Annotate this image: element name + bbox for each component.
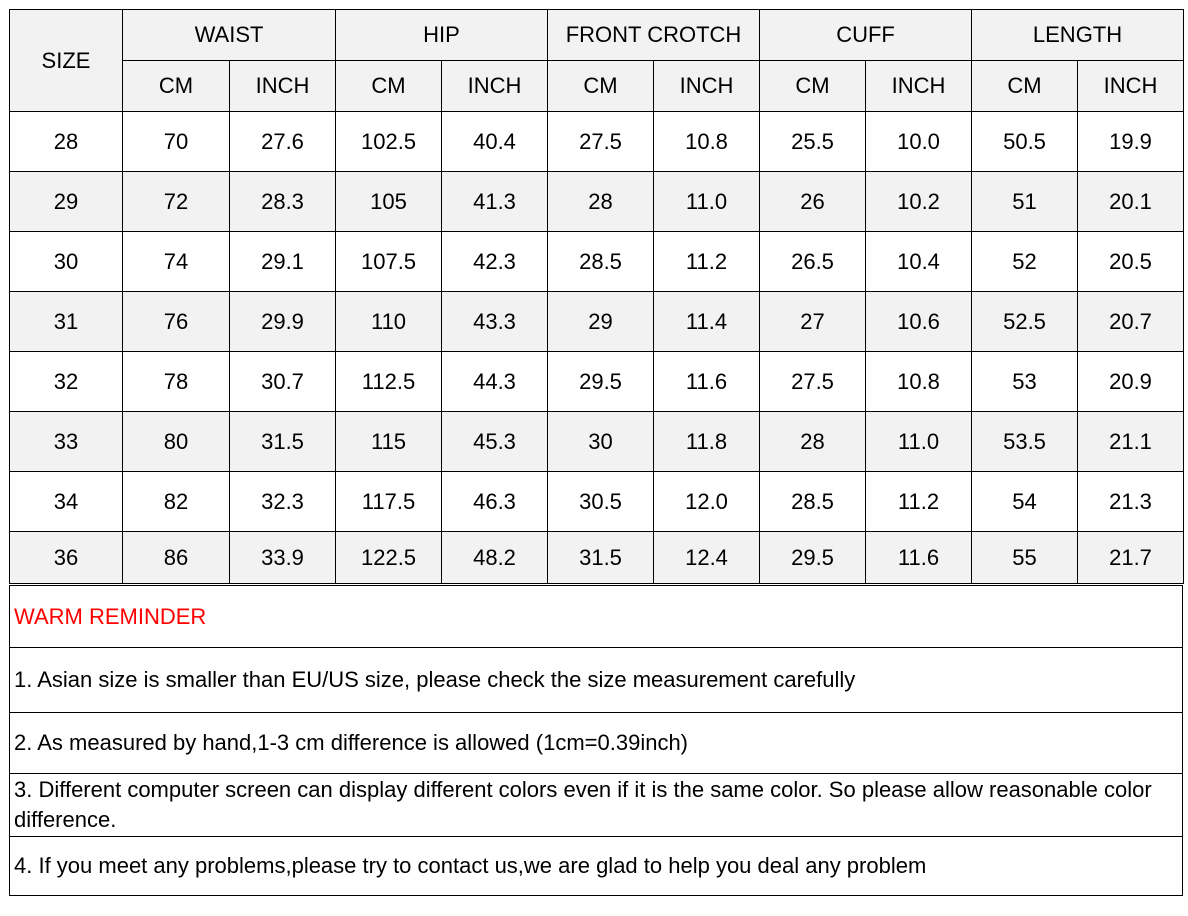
measurement-cell: 76 xyxy=(123,292,230,352)
measurement-cell: 55 xyxy=(972,532,1078,584)
measurement-cell: 28.5 xyxy=(760,472,866,532)
measurement-cell: 42.3 xyxy=(442,232,548,292)
table-row xyxy=(10,292,1184,352)
unit-header: CM xyxy=(760,61,866,112)
header-row-groups xyxy=(10,10,1184,61)
measurement-cell: 26 xyxy=(760,172,866,232)
measurement-cell: 10.2 xyxy=(866,172,972,232)
measurement-cell: 28 xyxy=(760,412,866,472)
measurement-cell: 11.6 xyxy=(866,532,972,584)
size-table-body xyxy=(10,112,1184,584)
measurement-cell: 10.4 xyxy=(866,232,972,292)
size-table xyxy=(9,9,1184,584)
measurement-cell: 52.5 xyxy=(972,292,1078,352)
measurement-cell: 21.7 xyxy=(1078,532,1184,584)
measurement-cell: 27 xyxy=(760,292,866,352)
measurement-cell: 48.2 xyxy=(442,532,548,584)
reminder-note: 1. Asian size is smaller than EU/US size, please check the size measurement carefully xyxy=(10,648,1183,713)
measurement-cell: 41.3 xyxy=(442,172,548,232)
measurement-cell: 25.5 xyxy=(760,112,866,172)
measurement-cell: 29.5 xyxy=(760,532,866,584)
measurement-cell: 122.5 xyxy=(336,532,442,584)
measurement-cell: 28 xyxy=(548,172,654,232)
measurement-cell: 27.6 xyxy=(230,112,336,172)
unit-header: INCH xyxy=(442,61,548,112)
measurement-cell: 80 xyxy=(123,412,230,472)
measurement-cell: 72 xyxy=(123,172,230,232)
size-cell: 33 xyxy=(10,412,123,472)
measurement-cell: 11.0 xyxy=(866,412,972,472)
measurement-cell: 10.6 xyxy=(866,292,972,352)
unit-header: INCH xyxy=(654,61,760,112)
unit-header: INCH xyxy=(1078,61,1184,112)
size-cell: 31 xyxy=(10,292,123,352)
measurement-cell: 29.9 xyxy=(230,292,336,352)
reminder-note: 3. Different computer screen can display different colors even if it is the same color. So please allow reasonable color difference. xyxy=(10,774,1183,837)
reminder-note: 4. If you meet any problems,please try to contact us,we are glad to help you deal any problem xyxy=(10,837,1183,896)
measurement-cell: 21.3 xyxy=(1078,472,1184,532)
measurement-cell: 28.5 xyxy=(548,232,654,292)
measurement-cell: 70 xyxy=(123,112,230,172)
measurement-cell: 105 xyxy=(336,172,442,232)
warm-reminder-table xyxy=(9,585,1183,896)
unit-header: INCH xyxy=(866,61,972,112)
front-crotch-header: FRONT CROTCH xyxy=(548,10,760,61)
measurement-cell: 30.7 xyxy=(230,352,336,412)
unit-header: CM xyxy=(336,61,442,112)
table-row xyxy=(10,232,1184,292)
measurement-cell: 11.0 xyxy=(654,172,760,232)
size-cell: 36 xyxy=(10,532,123,584)
size-cell: 29 xyxy=(10,172,123,232)
size-cell: 30 xyxy=(10,232,123,292)
unit-header: INCH xyxy=(230,61,336,112)
measurement-cell: 19.9 xyxy=(1078,112,1184,172)
table-row xyxy=(10,532,1184,584)
measurement-cell: 33.9 xyxy=(230,532,336,584)
measurement-cell: 30 xyxy=(548,412,654,472)
unit-header: CM xyxy=(972,61,1078,112)
reminder-note: 2. As measured by hand,1-3 cm difference is allowed (1cm=0.39inch) xyxy=(10,713,1183,774)
measurement-cell: 27.5 xyxy=(760,352,866,412)
measurement-cell: 11.2 xyxy=(866,472,972,532)
measurement-cell: 78 xyxy=(123,352,230,412)
measurement-cell: 107.5 xyxy=(336,232,442,292)
measurement-cell: 52 xyxy=(972,232,1078,292)
length-header: LENGTH xyxy=(972,10,1184,61)
table-row xyxy=(10,412,1184,472)
size-cell: 28 xyxy=(10,112,123,172)
warm-reminder-title: WARM REMINDER xyxy=(10,586,1183,648)
measurement-cell: 11.6 xyxy=(654,352,760,412)
header-row-units xyxy=(10,61,1184,112)
size-cell: 34 xyxy=(10,472,123,532)
measurement-cell: 31.5 xyxy=(548,532,654,584)
measurement-cell: 10.8 xyxy=(866,352,972,412)
measurement-cell: 82 xyxy=(123,472,230,532)
measurement-cell: 117.5 xyxy=(336,472,442,532)
measurement-cell: 20.5 xyxy=(1078,232,1184,292)
measurement-cell: 110 xyxy=(336,292,442,352)
measurement-cell: 12.0 xyxy=(654,472,760,532)
measurement-cell: 46.3 xyxy=(442,472,548,532)
unit-header: CM xyxy=(123,61,230,112)
size-cell: 32 xyxy=(10,352,123,412)
measurement-cell: 32.3 xyxy=(230,472,336,532)
cuff-header: CUFF xyxy=(760,10,972,61)
table-row xyxy=(10,112,1184,172)
measurement-cell: 115 xyxy=(336,412,442,472)
measurement-cell: 26.5 xyxy=(760,232,866,292)
table-row xyxy=(10,472,1184,532)
measurement-cell: 54 xyxy=(972,472,1078,532)
measurement-cell: 29 xyxy=(548,292,654,352)
waist-header: WAIST xyxy=(123,10,336,61)
measurement-cell: 11.8 xyxy=(654,412,760,472)
measurement-cell: 20.7 xyxy=(1078,292,1184,352)
measurement-cell: 27.5 xyxy=(548,112,654,172)
measurement-cell: 20.1 xyxy=(1078,172,1184,232)
measurement-cell: 20.9 xyxy=(1078,352,1184,412)
measurement-cell: 29.5 xyxy=(548,352,654,412)
measurement-cell: 44.3 xyxy=(442,352,548,412)
measurement-cell: 112.5 xyxy=(336,352,442,412)
table-row xyxy=(10,172,1184,232)
measurement-cell: 40.4 xyxy=(442,112,548,172)
measurement-cell: 86 xyxy=(123,532,230,584)
measurement-cell: 28.3 xyxy=(230,172,336,232)
measurement-cell: 12.4 xyxy=(654,532,760,584)
measurement-cell: 45.3 xyxy=(442,412,548,472)
hip-header: HIP xyxy=(336,10,548,61)
measurement-cell: 11.2 xyxy=(654,232,760,292)
measurement-cell: 21.1 xyxy=(1078,412,1184,472)
measurement-cell: 29.1 xyxy=(230,232,336,292)
measurement-cell: 31.5 xyxy=(230,412,336,472)
table-row xyxy=(10,352,1184,412)
measurement-cell: 11.4 xyxy=(654,292,760,352)
measurement-cell: 53.5 xyxy=(972,412,1078,472)
measurement-cell: 51 xyxy=(972,172,1078,232)
measurement-cell: 10.0 xyxy=(866,112,972,172)
size-header: SIZE xyxy=(10,10,123,112)
unit-header: CM xyxy=(548,61,654,112)
measurement-cell: 30.5 xyxy=(548,472,654,532)
measurement-cell: 53 xyxy=(972,352,1078,412)
measurement-cell: 50.5 xyxy=(972,112,1078,172)
measurement-cell: 10.8 xyxy=(654,112,760,172)
measurement-cell: 102.5 xyxy=(336,112,442,172)
measurement-cell: 74 xyxy=(123,232,230,292)
measurement-cell: 43.3 xyxy=(442,292,548,352)
